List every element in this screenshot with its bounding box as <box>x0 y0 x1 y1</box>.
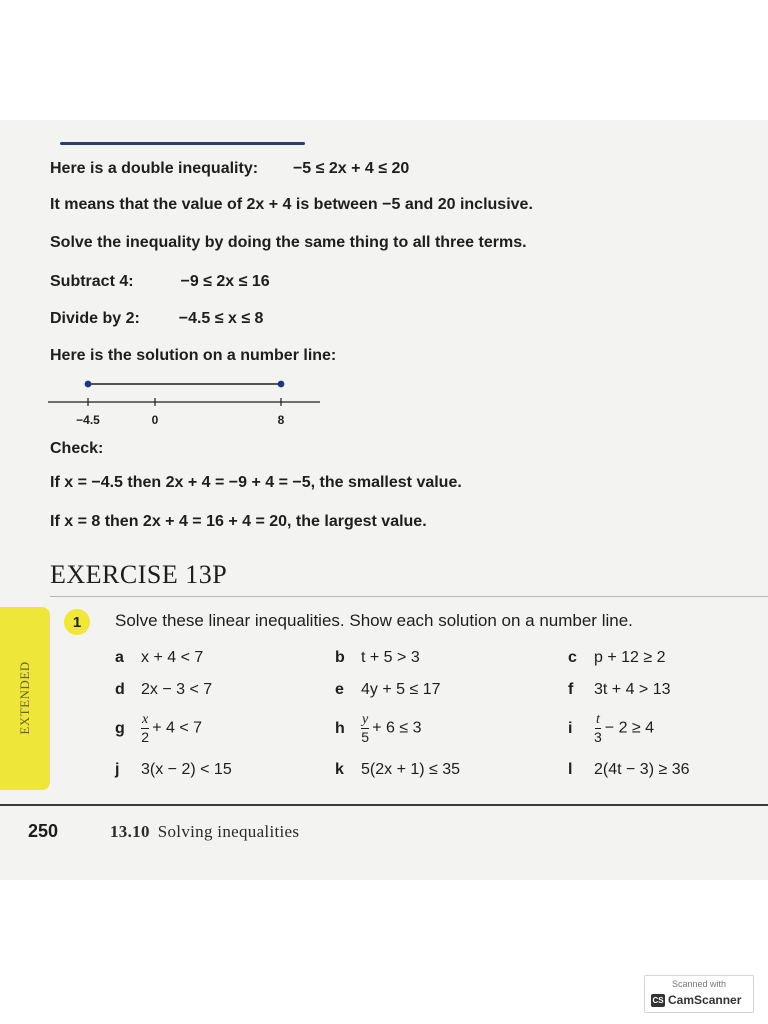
footer-rule <box>0 804 768 806</box>
question-text: Solve these linear inequalities. Show each solution on a number line. <box>115 611 633 630</box>
item-letter: h <box>335 719 345 737</box>
item-expression: 2x − 3 < 7 <box>141 681 213 698</box>
exercise-item-e <box>335 681 441 699</box>
watermark-line-1: Scanned with <box>671 979 727 989</box>
watermark-brand <box>651 993 741 1007</box>
item-expression: − 2 ≥ 4 <box>604 719 655 737</box>
page-number: 250 <box>28 821 59 841</box>
camscanner-watermark <box>644 975 754 1013</box>
item-expression: 3t + 4 > 13 <box>594 681 671 698</box>
check-smallest: If x = −4.5 then 2x + 4 = −9 + 4 = −5, the smallest value. <box>50 474 462 491</box>
item-expression: x + 4 < 7 <box>141 649 204 666</box>
item-letter: c <box>568 649 577 666</box>
item-letter: d <box>115 681 125 698</box>
item-letter: a <box>115 649 124 666</box>
example-line-2 <box>50 196 533 214</box>
item-letter: e <box>335 681 344 698</box>
number-line <box>48 372 328 432</box>
item-letter: l <box>568 761 573 778</box>
closed-endpoint-left <box>85 381 92 388</box>
exercise-item-g <box>115 713 202 744</box>
section-heading <box>110 822 299 842</box>
closed-endpoint-right <box>278 381 285 388</box>
exercise-item-i <box>568 713 654 744</box>
fraction-denominator: 3 <box>594 729 602 745</box>
extended-label: EXTENDED <box>17 661 32 735</box>
step-divide <box>50 310 263 328</box>
item-expression: 5(2x + 1) ≤ 35 <box>361 761 461 778</box>
fraction <box>594 713 602 744</box>
item-expression: t + 5 > 3 <box>361 649 420 666</box>
item-expression: 3(x − 2) < 15 <box>141 761 232 778</box>
section-top-rule <box>60 142 305 145</box>
meaning-pre: It means that the value of <box>50 196 243 213</box>
exercise-item-j <box>115 761 232 779</box>
exercise-item-l <box>568 761 690 779</box>
fraction <box>361 713 369 744</box>
fraction-denominator: 2 <box>141 729 149 745</box>
fraction <box>141 713 149 744</box>
section-number: 13.10 <box>110 822 150 841</box>
exercise-item-h <box>335 713 421 744</box>
fraction-denominator: 5 <box>361 729 369 745</box>
item-letter: j <box>115 761 120 778</box>
exercise-item-c <box>568 649 666 667</box>
example-line-1 <box>50 160 409 178</box>
check-largest: If x = 8 then 2x + 4 = 16 + 4 = 20, the largest value. <box>50 513 427 530</box>
tick-label: 0 <box>151 413 159 427</box>
item-letter: b <box>335 649 345 666</box>
step-subtract <box>50 273 270 291</box>
meaning-math: 2x + 4 <box>246 196 292 213</box>
exercise-item-b <box>335 649 420 667</box>
fraction-numerator: x <box>142 712 149 727</box>
camscanner-logo-icon: CS <box>652 995 664 1005</box>
item-letter: f <box>568 681 574 698</box>
exercise-item-a <box>115 649 203 667</box>
tick-label: −4.5 <box>76 413 100 427</box>
meaning-post: is between −5 and 20 inclusive. <box>295 196 533 213</box>
tick-label: 8 <box>277 413 285 427</box>
numberline-intro: Here is the solution on a number line: <box>50 347 337 364</box>
item-letter: i <box>568 719 573 737</box>
item-letter: k <box>335 761 344 778</box>
section-title: Solving inequalities <box>157 822 300 841</box>
step-subtract-math: −9 ≤ 2x ≤ 16 <box>180 273 270 290</box>
exercise-item-k <box>335 761 460 779</box>
item-expression: + 6 ≤ 3 <box>372 719 422 737</box>
step-divide-math: −4.5 ≤ x ≤ 8 <box>178 310 264 327</box>
check-label: Check: <box>50 440 104 457</box>
double-inequality-label: Here is a double inequality: <box>50 160 259 177</box>
fraction-numerator: t <box>595 712 600 727</box>
watermark-line-2: CamScanner <box>668 993 742 1007</box>
item-letter: g <box>115 719 125 737</box>
item-expression: + 4 < 7 <box>152 719 203 737</box>
question-number-badge: 1 <box>64 609 90 635</box>
item-expression: 2(4t − 3) ≥ 36 <box>594 761 690 778</box>
exercise-title: EXERCISE 13P <box>50 560 228 589</box>
exercise-item-d <box>115 681 212 699</box>
step-subtract-label: Subtract 4: <box>50 273 134 290</box>
exercise-item-f <box>568 681 671 699</box>
example-line-3: Solve the inequality by doing the same thing to all three terms. <box>50 234 527 251</box>
item-expression: 4y + 5 ≤ 17 <box>361 681 441 698</box>
exercise-rule <box>50 596 768 597</box>
item-expression: p + 12 ≥ 2 <box>594 649 666 666</box>
fraction-numerator: y <box>362 712 369 727</box>
step-divide-label: Divide by 2: <box>50 310 140 327</box>
double-inequality-math: −5 ≤ 2x + 4 ≤ 20 <box>292 160 410 177</box>
